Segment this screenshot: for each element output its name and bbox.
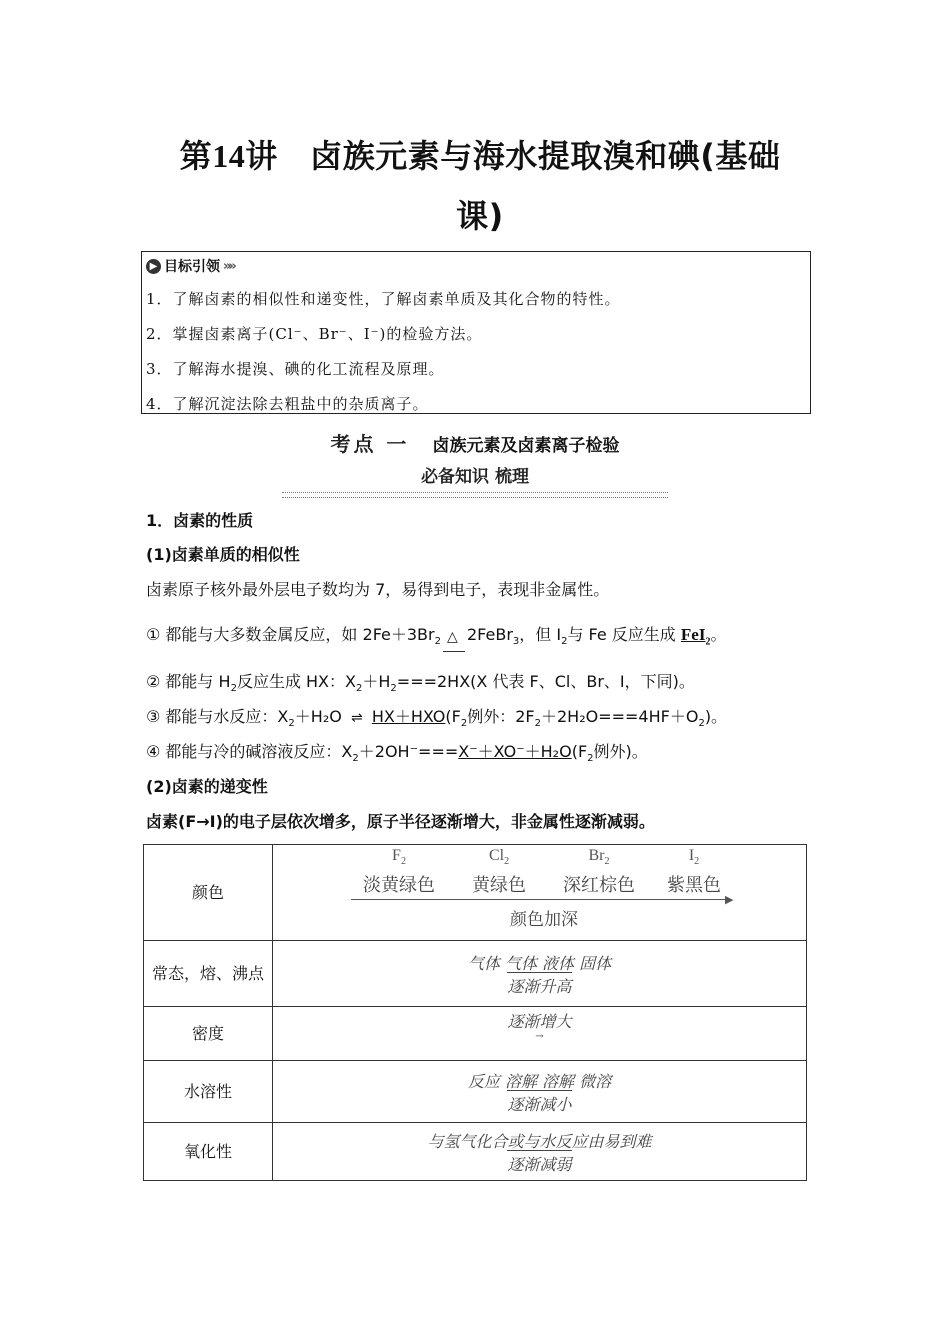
trend-text: 逐渐增大 [507,1012,572,1031]
eq-text: ② 都能与 H [146,672,231,691]
answer-text: FeI [680,625,706,644]
goals-heading-label: 目标引领 [164,259,220,275]
heat-icon: △ [446,629,458,645]
eq-text: (F [445,707,461,726]
answer-hx-hxo: HX＋HXO [371,707,446,726]
eq-sub: 2 [698,718,705,730]
subsection-heading: (1)卤素单质的相似性 [146,545,300,564]
trend-cell [273,1061,807,1123]
equation-3 [146,706,727,735]
table-row [144,941,807,1007]
trend-cell [273,941,807,1007]
eq-text: ＋H₂O [294,707,342,726]
element-label: $F_2$ [392,847,406,868]
trend-values: 反应 溶解 溶解 微溶 [467,1071,612,1091]
goals-box [141,251,811,414]
arrow-head-icon: ▶ [725,893,734,906]
kaodian-label: 考点 一 [330,432,410,456]
kaodian-header [0,428,950,457]
eq-sub: 3 [512,636,520,648]
row-header: 氧化性 [144,1123,273,1181]
trend-cell [273,1007,807,1061]
eq-sub: 2 [390,683,397,695]
eq-sub: 2 [561,636,568,648]
trend-values: 气体 气体 液体 固体 [467,953,612,973]
eq-text: 与 Fe 反应生成 [567,625,681,644]
eq-text: ④ 都能与冷的碱溶液反应：X [146,742,353,761]
eq-text: ，但 I [519,625,562,644]
table-row [144,845,807,941]
trend-values: 与氢气化合或与水反应由易到难 [427,1131,652,1151]
trend-arrow-label [507,974,571,997]
trend-arrow [351,899,729,900]
equation-1 [146,624,726,653]
eq-text: 例外：2F [467,707,535,726]
element-label: $Br_2$ [588,847,610,868]
bibei-label: 必备知识 梳理 [421,467,529,487]
halogen-trend-table [143,844,807,1181]
equation-2 [146,671,695,700]
trend-text: 逐渐升高 [507,976,572,996]
trend-label: 颜色加深 [510,910,578,930]
title-prefix: 第 [179,137,213,175]
section-heading: 1．卤素的性质 [146,511,254,530]
color-label: 紫黑色 [667,875,721,896]
eq-text: 2FeBr [466,625,513,644]
eq-text: (F [571,742,588,761]
eq-text: )。 [704,707,728,726]
arrow-right-icon: → [535,1031,544,1042]
paragraph: 卤素(F→I)的电子层依次增多，原子半径逐渐增大，非金属性逐渐减弱。 [146,812,655,831]
goal-item: 4．了解沉淀法除去粗盐中的杂质离子。 [146,395,429,413]
eq-sub: 2 [534,718,541,730]
eq-sub: 2 [460,718,468,730]
table-row [144,1061,807,1123]
equation-4 [146,741,648,770]
paragraph: 卤素原子核外最外层电子数均为 7，易得到电子，表现非金属性。 [146,580,610,599]
trend-cell [273,1123,807,1181]
eq-text: ＋H [362,672,391,691]
eq-text: ＋2OH⁻=== [358,742,459,761]
bibei-header [282,462,668,487]
eq-text: 。 [710,625,727,644]
eq-text: ③ 都能与水反应：X [146,707,289,726]
row-header: 水溶性 [144,1061,273,1123]
trend-text: 逐渐减弱 [507,1154,572,1174]
subsection-heading: (2)卤素的递变性 [146,777,268,796]
eq-sub: 2 [587,753,594,765]
row-header: 颜色 [144,845,273,941]
trend-arrow-label [507,1092,571,1115]
eq-text: ＋2H₂O===4HF＋O [540,707,699,726]
table-row [144,1123,807,1181]
play-icon: ▶ [146,259,161,274]
eq-sub: 2 [355,683,363,695]
color-label: 深红棕色 [563,875,635,896]
reversible-arrow-icon: ⇌ [350,710,363,726]
bibei-divider [282,492,668,498]
element-label: $I_2$ [688,847,700,868]
eq-sub: 2 [230,683,237,695]
title-main: 讲 卤族元素与海水提取溴和碘(基础 [245,137,781,175]
eq-sub: 2 [434,636,441,648]
goal-item: 3．了解海水提溴、碘的化工流程及原理。 [146,360,445,378]
trend-text: 逐渐减小 [507,1094,572,1114]
eq-text: 反应生成 HX：X [236,672,356,691]
goal-item: 2．掌握卤素离子(Cl⁻、Br⁻、I⁻)的检验方法。 [146,325,483,343]
row-header: 常态，熔、沸点 [144,941,273,1007]
color-label: 淡黄绿色 [363,875,435,896]
color-label: 黄绿色 [472,875,526,896]
eq-sub: 2 [288,718,295,730]
answer-fei2 [680,625,711,648]
goal-item: 1．了解卤素的相似性和递变性，了解卤素单质及其化合物的特性。 [146,290,621,308]
goals-heading [146,256,234,276]
title-tail: 课) [456,197,504,235]
answer-x-xo-h2o: X⁻＋XO⁻＋H₂O [458,742,572,761]
table-row [144,1007,807,1061]
eq-text: ===2HX(X 代表 F、Cl、Br、I，下同)。 [396,672,695,691]
color-cell [273,845,807,941]
title-number: 14 [212,138,246,174]
eq-text: 例外)。 [593,742,648,761]
eq-text: ① 都能与大多数金属反应，如 2Fe＋3Br [146,625,435,644]
double-chevron-icon: »» [223,258,234,274]
row-header: 密度 [144,1007,273,1061]
eq-sub: 2 [352,753,359,765]
kaodian-title: 卤族元素及卤素离子检验 [432,436,620,456]
page-title [140,126,820,246]
trend-arrow-label [507,1152,571,1175]
eq-sub: 2 [705,636,711,648]
element-label: $Cl_2$ [488,847,510,868]
